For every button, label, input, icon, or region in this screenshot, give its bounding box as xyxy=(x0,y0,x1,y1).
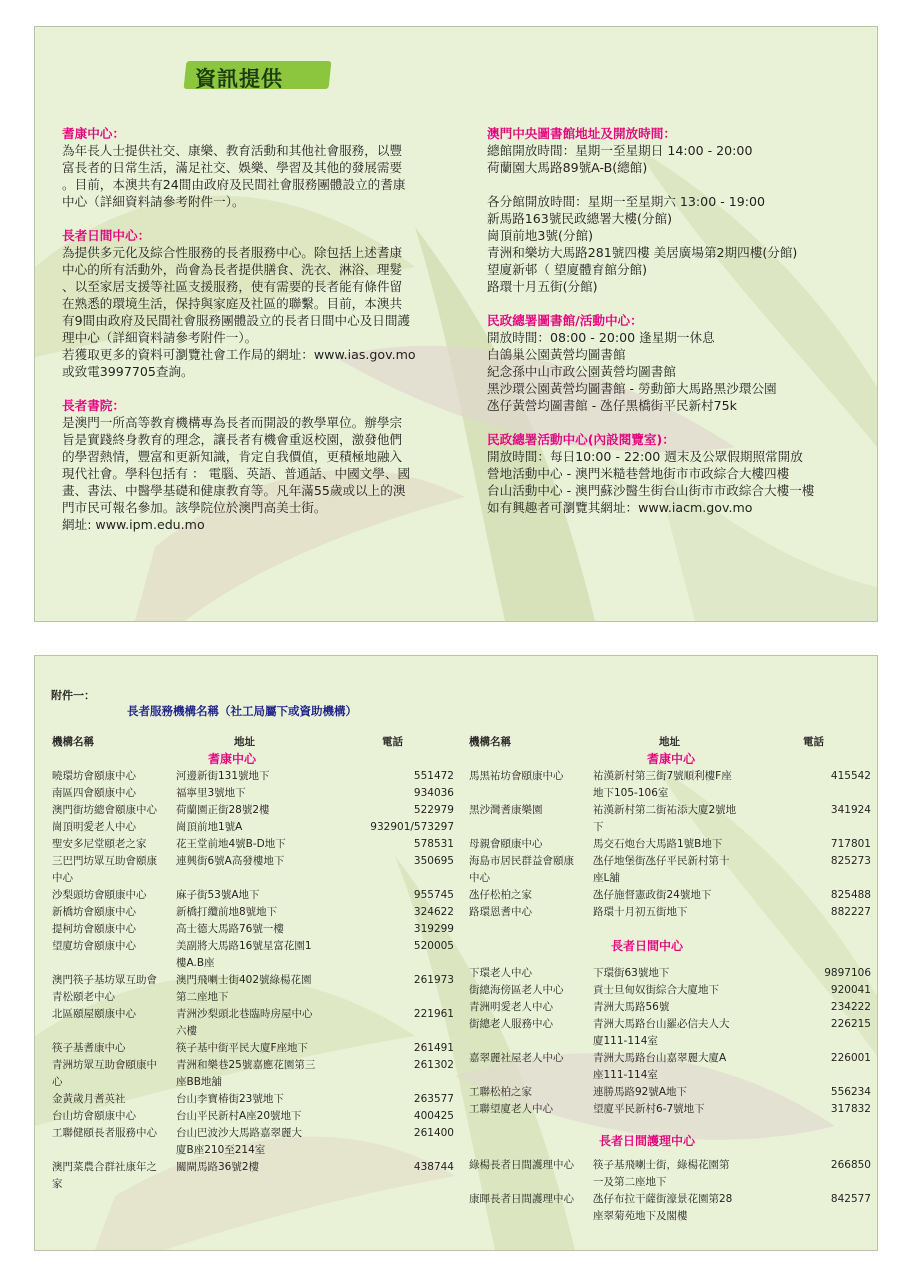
cell-name-line: 新橋坊會頤康中心 xyxy=(52,906,136,918)
cell-name-line: 路環恩耆中心 xyxy=(469,906,532,918)
cell-phone: 920041 xyxy=(830,984,871,996)
cell-name xyxy=(52,1040,174,1057)
table-row xyxy=(52,972,452,1006)
section-line: 有9間由政府及民間社會服務團體設立的長者日間中心及日間護 xyxy=(62,313,411,328)
table-right xyxy=(469,656,869,1250)
section-line: 營地活動中心 - 澳門米糙巷營地街市市政綜合大樓四樓 xyxy=(487,466,790,481)
table-row xyxy=(52,1006,452,1040)
section-line: 總館開放時間：星期一至星期日 14:00 - 20:00 xyxy=(487,143,753,158)
table-row xyxy=(52,1159,452,1193)
section-line: 荷蘭園大馬路89號A-B(總館) xyxy=(487,160,648,175)
cell-address-line: 青洲和樂巷25號嘉應花園第三 xyxy=(176,1059,316,1071)
col-header-name: 機構名稱 xyxy=(469,736,511,748)
cell-name xyxy=(52,1006,174,1023)
section-line: 白鴿巢公園黃營均圖書館 xyxy=(487,347,626,362)
cell-address xyxy=(593,887,751,904)
cell-address xyxy=(593,999,751,1016)
cell-address xyxy=(593,1084,751,1101)
section-line: 崗頂前地3號(分館) xyxy=(487,228,593,243)
table-row xyxy=(52,768,452,785)
cell-name xyxy=(52,785,174,802)
cell-address-line: 連興街6號A高發樓地下 xyxy=(176,855,285,867)
cell-address-line: 下環街63號地下 xyxy=(593,967,670,979)
section-line: 紀念孫中山市政公園黃營均圖書館 xyxy=(487,364,676,379)
cell-name xyxy=(52,819,174,836)
cell-address-line: 下 xyxy=(593,821,604,833)
section-line: 各分館開放時間：星期一至星期六 13:00 - 19:00 xyxy=(487,194,766,209)
cell-phone: 415542 xyxy=(830,770,871,782)
annex-title: 長者服務機構名稱（社工局屬下或資助機構） xyxy=(127,704,357,718)
cell-address-line: 祐漢新村第三街7號順利樓F座 xyxy=(593,770,732,782)
cell-address xyxy=(176,802,334,819)
cell-address xyxy=(176,836,334,853)
cell-phone: 9897106 xyxy=(824,967,871,979)
table-row xyxy=(469,768,869,802)
cell-phone: 317832 xyxy=(830,1103,871,1115)
table-row xyxy=(52,1091,452,1108)
cell-name xyxy=(469,1191,591,1208)
cell-name-line: 曉環坊會頤康中心 xyxy=(52,770,136,782)
cell-name-line: 北區頤屋頤康中心 xyxy=(52,1008,136,1020)
cell-address-line: 座L舖 xyxy=(593,872,620,884)
cell-name-line: 心 xyxy=(52,1076,63,1088)
section-heading: 長者日間中心： xyxy=(62,228,151,243)
table-row xyxy=(52,1040,452,1057)
cell-address-line: 地下105-106室 xyxy=(593,787,669,799)
cell-address xyxy=(176,1091,334,1108)
cell-phone: 261302 xyxy=(413,1059,454,1071)
cell-name xyxy=(52,836,174,853)
section-line: 在熟悉的環境生活，保持與家庭及社區的聯繫。目前，本澳共 xyxy=(62,296,403,311)
cell-address-line: 連勝馬路92號A地下 xyxy=(593,1086,688,1098)
cell-phone: 825273 xyxy=(830,855,871,867)
cell-address-line: 高士德大馬路76號一樓 xyxy=(176,923,284,935)
cell-name-line: 聖安多尼堂頤老之家 xyxy=(52,838,147,850)
section-line: 中心的所有活動外，尚會為長者提供膳食、洗衣、淋浴、理髮 xyxy=(62,262,403,277)
cell-name-line: 氹仔松柏之家 xyxy=(469,889,532,901)
table-row xyxy=(52,887,452,904)
table-row xyxy=(469,1191,869,1225)
cell-name-line: 筷子基耆康中心 xyxy=(52,1042,126,1054)
cell-address-line: 崗頂前地1號A xyxy=(176,821,243,833)
cell-address-line: 一及第二座地下 xyxy=(593,1176,667,1188)
cell-address xyxy=(593,1157,751,1191)
section-elderly-centre xyxy=(62,125,434,210)
cell-phone: 556234 xyxy=(830,1086,871,1098)
cell-name-line: 澳門街坊總會頤康中心 xyxy=(52,804,157,816)
table-row xyxy=(52,836,452,853)
cell-address xyxy=(176,819,334,836)
section-heading: 澳門中央圖書館地址及開放時間： xyxy=(487,126,676,141)
cell-phone: 266850 xyxy=(830,1159,871,1171)
section-heading: 耆康中心： xyxy=(62,126,125,141)
table-row xyxy=(469,802,869,836)
cell-phone: 522979 xyxy=(413,804,454,816)
cell-name-line: 青洲坊眾互助會頤康中 xyxy=(52,1059,157,1071)
annex-panel xyxy=(34,655,878,1251)
table-row xyxy=(52,802,452,819)
table-row xyxy=(52,1125,452,1159)
section-line: 黑沙環公園黃營均圖書館 - 勞動節大馬路黑沙環公園 xyxy=(487,381,777,396)
cell-phone: 882227 xyxy=(830,906,871,918)
cell-phone: 226001 xyxy=(830,1052,871,1064)
cell-address-line: 荷蘭園正街28號2樓 xyxy=(176,804,270,816)
cell-name xyxy=(52,1108,174,1125)
cell-address-line: 座111-114室 xyxy=(593,1069,658,1081)
ias-link-line[interactable]: 若獲取更多的資料可瀏覽社會工作局的網址：www.ias.gov.mo xyxy=(62,347,416,362)
cell-address-line: 台山李寶椿街23號地下 xyxy=(176,1093,284,1105)
group-heading: 耆康中心 xyxy=(647,752,696,766)
cell-address-line: 望廈平民新村6-7號地下 xyxy=(593,1103,705,1115)
section-central-library xyxy=(487,125,867,295)
col-header-phone: 電話 xyxy=(803,736,824,748)
cell-name-line: 下環老人中心 xyxy=(469,967,532,979)
cell-name-line: 嘉翠麗社屋老人中心 xyxy=(469,1052,564,1064)
cell-name-line: 工聯望廈老人中心 xyxy=(469,1103,553,1115)
cell-name-line: 澳門筷子基坊眾互助會 xyxy=(52,974,157,986)
table-row xyxy=(469,1050,869,1084)
cell-phone: 263577 xyxy=(413,1093,454,1105)
section-line: 台山活動中心 - 澳門蘇沙醫生街台山街市市政綜合大樓一樓 xyxy=(487,483,815,498)
cell-name xyxy=(52,1057,174,1091)
cell-name-line: 崗頂明愛老人中心 xyxy=(52,821,136,833)
right-column xyxy=(487,125,867,533)
cell-name-line: 南區四會頤康中心 xyxy=(52,787,136,799)
cell-address-line: 樓A.B座 xyxy=(176,957,215,969)
section-elderly-academy xyxy=(62,397,434,533)
cell-address xyxy=(593,965,751,982)
cell-address-line: 青洲大馬路台山嘉翠麗大廈A xyxy=(593,1052,727,1064)
cell-address xyxy=(176,972,334,1006)
cell-name-line: 馬黑祐坊會頤康中心 xyxy=(469,770,564,782)
table-row xyxy=(52,819,452,836)
cell-phone: 842577 xyxy=(830,1193,871,1205)
cell-address-line: 青洲沙梨頭北巷臨時房屋中心 xyxy=(176,1008,313,1020)
cell-name-line: 青松頤老中心 xyxy=(52,991,115,1003)
cell-address-line: 廈111-114室 xyxy=(593,1035,658,1047)
cell-name xyxy=(469,1050,591,1067)
cell-phone: 324622 xyxy=(413,906,454,918)
cell-name xyxy=(469,1016,591,1033)
cell-address xyxy=(176,904,334,921)
cell-name xyxy=(469,982,591,999)
cell-address-line: 馬交石炮台大馬路1號B地下 xyxy=(593,838,723,850)
section-iacm-library xyxy=(487,312,867,414)
table-row xyxy=(52,785,452,802)
cell-address-line: 氹仔地堡街氹仔平民新村第十 xyxy=(593,855,730,867)
cell-address-line: 澳門飛喇士街402號綠楊花園 xyxy=(176,974,312,986)
table-row xyxy=(52,921,452,938)
cell-address xyxy=(593,836,751,853)
cell-address-line: 祐漢新村第二街祐添大廈2號地 xyxy=(593,804,737,816)
col-header-phone: 電話 xyxy=(382,736,403,748)
cell-name xyxy=(52,853,174,887)
cell-address-line: 筷子基飛喇士街，綠楊花園第 xyxy=(593,1159,730,1171)
cell-address-line: 麻子街53號A地下 xyxy=(176,889,260,901)
iacm-link-line[interactable]: 如有興趣者可瀏覽其網址：www.iacm.gov.mo xyxy=(487,500,753,515)
col-header-name: 機構名稱 xyxy=(52,736,94,748)
cell-address xyxy=(176,1108,334,1125)
table-row xyxy=(469,853,869,887)
cell-address xyxy=(593,768,751,802)
cell-address-line: 台山平民新村A座20號地下 xyxy=(176,1110,302,1122)
cell-address xyxy=(593,982,751,999)
cell-address-line: 座翠菊苑地下及閣樓 xyxy=(593,1210,688,1222)
cell-name-line: 青洲明愛老人中心 xyxy=(469,1001,553,1013)
cell-address-line: 路環十月初五街地下 xyxy=(593,906,688,918)
section-heading: 民政總署圖書館/活動中心： xyxy=(487,313,643,328)
cell-name xyxy=(52,938,174,955)
cell-address-line: 河邊新街131號地下 xyxy=(176,770,270,782)
section-line: 理中心（詳細資料請參考附件一）。 xyxy=(62,330,258,345)
table-row xyxy=(469,887,869,904)
section-line: 畫、書法、中醫學基礎和健康教育等。凡年滿55歲或以上的澳 xyxy=(62,483,406,498)
cell-address xyxy=(176,887,334,904)
cell-phone: 261400 xyxy=(413,1127,454,1139)
cell-name xyxy=(52,921,174,938)
cell-phone: 319299 xyxy=(413,923,454,935)
cell-address xyxy=(593,904,751,921)
cell-name-line: 中心 xyxy=(52,872,73,884)
cell-name xyxy=(469,853,591,887)
cell-phone: 400425 xyxy=(413,1110,454,1122)
section-line: 青洲和樂坊大馬路281號四樓 美居廣場第2期四樓(分館) xyxy=(487,245,798,260)
section-line: 、以至家居支援等社區支援服務，使有需要的長者能有條件留 xyxy=(62,279,403,294)
table-row xyxy=(469,1101,869,1118)
cell-name-line: 三巴門坊眾互助會頤康 xyxy=(52,855,157,867)
cell-name xyxy=(469,965,591,982)
cell-address-line: 福寧里3號地下 xyxy=(176,787,246,799)
cell-name-line: 綠楊長者日間護理中心 xyxy=(469,1159,574,1171)
table-row xyxy=(52,904,452,921)
cell-name xyxy=(469,1157,591,1174)
table-row xyxy=(469,999,869,1016)
cell-address-line: 台山巴波沙大馬路嘉翠麗大 xyxy=(176,1127,302,1139)
table-row xyxy=(469,1157,869,1191)
section-line: 望廈新邨（ 望廈體育館分館) xyxy=(487,262,648,277)
cell-address-line: 青洲大馬路台山羅必信夫人大 xyxy=(593,1018,730,1030)
cell-name-line: 街總老人服務中心 xyxy=(469,1018,553,1030)
section-line: 旨是實踐終身教育的理念，讓長者有機會重返校園，激發他們 xyxy=(62,432,403,447)
cell-phone: 825488 xyxy=(830,889,871,901)
section-line: 的學習熱情，豐富和更新知識，肯定自我價值，更積極地融入 xyxy=(62,449,403,464)
col-header-address: 地址 xyxy=(234,736,255,748)
cell-phone: 520005 xyxy=(413,940,454,952)
cell-name-line: 工聯松柏之家 xyxy=(469,1086,532,1098)
cell-name-line: 母親會頤康中心 xyxy=(469,838,543,850)
cell-address-line: 美副將大馬路16號星富花園1 xyxy=(176,940,312,952)
table-row xyxy=(52,938,452,972)
section-heading: 長者書院： xyxy=(62,398,125,413)
table-row xyxy=(469,982,869,999)
table-row xyxy=(52,1108,452,1125)
section-line: 是澳門一所高等教育機構專為長者而開設的教學單位。辦學宗 xyxy=(62,415,403,430)
cell-name xyxy=(469,768,591,785)
table-left xyxy=(52,656,452,1250)
cell-address xyxy=(593,1050,751,1084)
section-line: 富長者的日常生活，滿足社交、娛樂、學習及其他的發展需要 xyxy=(62,160,403,175)
group-heading: 長者日間護理中心 xyxy=(599,1134,696,1148)
table-row xyxy=(469,1016,869,1050)
cell-name xyxy=(52,1125,174,1142)
cell-phone: 934036 xyxy=(413,787,454,799)
section-line: 氹仔黃營均圖書館 - 氹仔黑橋街平民新村75k xyxy=(487,398,737,413)
cell-name-line: 工聯健頤長者服務中心 xyxy=(52,1127,157,1139)
cell-name-line: 康暉長者日間護理中心 xyxy=(469,1193,574,1205)
cell-name xyxy=(469,904,591,921)
info-panel xyxy=(34,26,878,622)
cell-phone: 955745 xyxy=(413,889,454,901)
section-line: 。目前，本澳共有24間由政府及民間社會服務團體設立的耆康 xyxy=(62,177,406,192)
cell-address xyxy=(176,938,334,972)
table-row xyxy=(469,836,869,853)
cell-address xyxy=(593,1101,751,1118)
cell-name xyxy=(52,972,174,1006)
section-line: 新馬路163號民政總署大樓(分館) xyxy=(487,211,672,226)
cell-name-line: 家 xyxy=(52,1178,63,1190)
cell-name xyxy=(52,904,174,921)
cell-address xyxy=(176,785,334,802)
section-iacm-activity xyxy=(487,431,867,516)
cell-name-line: 台山坊會頤康中心 xyxy=(52,1110,136,1122)
cell-name xyxy=(52,768,174,785)
cell-address xyxy=(176,768,334,785)
cell-phone: 341924 xyxy=(830,804,871,816)
cell-name xyxy=(52,887,174,904)
cell-address-line: 第二座地下 xyxy=(176,991,229,1003)
left-column xyxy=(62,125,434,550)
section-line: 開放時間：每日10:00 - 22:00 週末及公眾假期照常開放 xyxy=(487,449,803,464)
cell-address xyxy=(176,1006,334,1040)
cell-address xyxy=(593,1016,751,1050)
section-line: 開放時間：08:00 - 20:00 逢星期一休息 xyxy=(487,330,715,345)
cell-phone: 350695 xyxy=(413,855,454,867)
cell-name-line: 街總海傍區老人中心 xyxy=(469,984,564,996)
cell-address-line: 花王堂前地4號B-D地下 xyxy=(176,838,286,850)
cell-address-line: 座BB地舖 xyxy=(176,1076,222,1088)
section-line: 或致電3997705查詢。 xyxy=(62,364,194,379)
cell-name xyxy=(52,1159,174,1193)
cell-address-line: 青洲大馬路56號 xyxy=(593,1001,670,1013)
cell-phone: 438744 xyxy=(413,1161,454,1173)
ipm-link-line[interactable]: 網址: www.ipm.edu.mo xyxy=(62,517,205,532)
section-line xyxy=(487,176,867,193)
group-heading: 長者日間中心 xyxy=(611,939,684,953)
cell-name-line: 沙梨頭坊會頤康中心 xyxy=(52,889,147,901)
cell-name-line: 海島市居民群益會頤康 xyxy=(469,855,574,867)
section-line: 為年長人士提供社交、康樂、教育活動和其他社會服務，以豐 xyxy=(62,143,403,158)
cell-address xyxy=(593,1191,751,1225)
cell-address-line: 貢士旦甸奴街綜合大廈地下 xyxy=(593,984,719,996)
cell-name xyxy=(52,1091,174,1108)
group-heading: 耆康中心 xyxy=(208,752,257,766)
cell-phone: 221961 xyxy=(413,1008,454,1020)
cell-phone: 234222 xyxy=(830,1001,871,1013)
cell-phone: 261491 xyxy=(413,1042,454,1054)
annex-label: 附件一： xyxy=(51,689,95,702)
cell-name xyxy=(469,802,591,819)
cell-address-line: 氹仔施督憲政街24號地下 xyxy=(593,889,712,901)
col-header-address: 地址 xyxy=(659,736,680,748)
cell-address xyxy=(176,1057,334,1091)
cell-address xyxy=(176,853,334,870)
cell-address xyxy=(176,1040,334,1057)
cell-phone: 551472 xyxy=(413,770,454,782)
cell-address-line: 六樓 xyxy=(176,1025,197,1037)
cell-name xyxy=(469,1084,591,1101)
cell-name-line: 中心 xyxy=(469,872,490,884)
cell-name xyxy=(469,999,591,1016)
section-line: 路環十月五街(分館) xyxy=(487,279,598,294)
cell-address-line: 廈B座210至214室 xyxy=(176,1144,266,1156)
section-heading: 民政總署活動中心(內設閱覽室)： xyxy=(487,432,675,447)
cell-address xyxy=(593,802,751,836)
section-line: 中心（詳細資料請參考附件一）。 xyxy=(62,194,245,209)
cell-name xyxy=(469,836,591,853)
cell-address xyxy=(176,1159,334,1176)
section-line: 為提供多元化及綜合性服務的長者服務中心。除包括上述耆康 xyxy=(62,245,403,260)
page-title: 資訊提供 xyxy=(195,67,283,91)
section-line: 現代社會。學科包括有 ： 電腦、英語、普通話、中國文學、國 xyxy=(62,466,411,481)
cell-name xyxy=(469,1101,591,1118)
table-row xyxy=(469,1084,869,1101)
cell-name xyxy=(469,887,591,904)
cell-name-line: 澳門菜農合群社康年之 xyxy=(52,1161,157,1173)
cell-address xyxy=(593,853,751,887)
cell-address-line: 筷子基中街平民大廈F座地下 xyxy=(176,1042,309,1054)
cell-address xyxy=(176,921,334,938)
cell-phone: 226215 xyxy=(830,1018,871,1030)
cell-phone: 261973 xyxy=(413,974,454,986)
cell-address-line: 氹仔布拉干薩街濠景花園第28 xyxy=(593,1193,733,1205)
table-row xyxy=(469,965,869,982)
cell-name-line: 望廈坊會頤康中心 xyxy=(52,940,136,952)
cell-phone: 932901/573297 xyxy=(370,821,454,833)
cell-name-line: 金黃歲月耆英社 xyxy=(52,1093,126,1105)
table-row xyxy=(52,853,452,887)
cell-name-line: 黑沙灣耆康樂園 xyxy=(469,804,543,816)
table-row xyxy=(469,904,869,921)
cell-address-line: 新橋打纜前地8號地下 xyxy=(176,906,278,918)
cell-name xyxy=(52,802,174,819)
cell-address xyxy=(176,1125,334,1159)
section-day-centre xyxy=(62,227,434,380)
cell-address-line: 關閘馬路36號2樓 xyxy=(176,1161,260,1173)
cell-phone: 717801 xyxy=(830,838,871,850)
section-line: 門市民可報名參加。該學院位於澳門高美士街。 xyxy=(62,500,327,515)
cell-name-line: 提柯坊會頤康中心 xyxy=(52,923,136,935)
table-row xyxy=(52,1057,452,1091)
cell-phone: 578531 xyxy=(413,838,454,850)
